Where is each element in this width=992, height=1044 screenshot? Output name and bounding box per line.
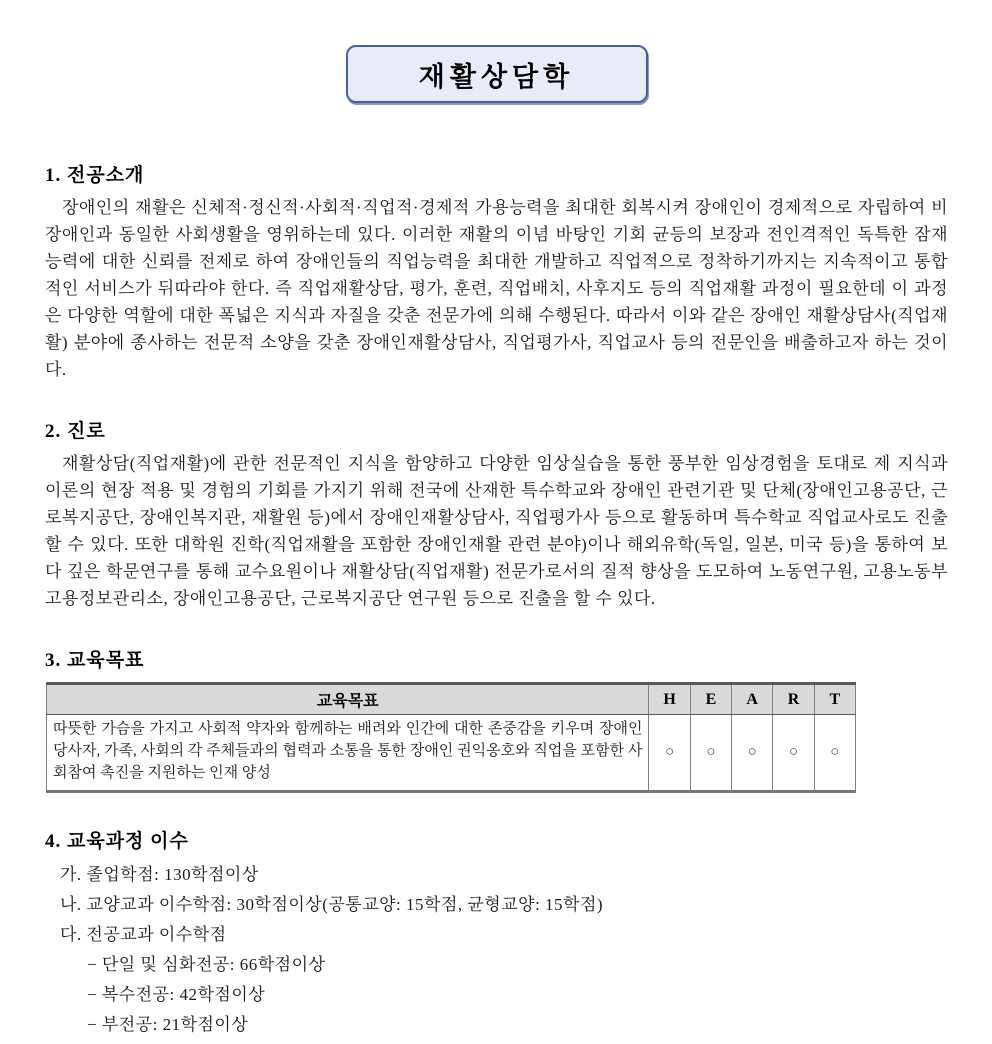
list-item-major-credits: 다. 전공교과 이수학점 bbox=[60, 925, 227, 944]
table-header-row bbox=[47, 684, 856, 715]
section-3-heading: 3. 교육목표 bbox=[45, 650, 145, 671]
section-4-heading: 4. 교육과정 이수 bbox=[45, 831, 189, 852]
section-1-heading: 1. 전공소개 bbox=[45, 165, 145, 186]
goal-text-cell: 따뜻한 가슴을 가지고 사회적 약자와 함께하는 배려와 인간에 대한 존중감을 키우며 장애인당사자, 가족, 사회의 각 주체들과의 협력과 소통을 통한 장애인 권익옹호와 직업을 포함한 사회참여 촉진을 지원하는 인재 양성 bbox=[47, 715, 649, 792]
education-goals-table bbox=[46, 682, 856, 793]
curriculum-list bbox=[45, 860, 948, 1040]
mark-cell-a: ○ bbox=[732, 715, 773, 792]
mark-cell-r: ○ bbox=[773, 715, 814, 792]
section-2-paragraph: 재활상담(직업재활)에 관한 전문적인 지식을 함양하고 다양한 임상실습을 통한 풍부한 임상경험을 토대로 제 지식과 이론의 현장 적용 및 경험의 기회를 가지기 위해 전국에 산재한 특수학교와 장애인 관련기관 및 단체(장애인고용공단, 근로복지공단, 장애인복지관, 재활원 등)에서 장애인재활상담사, 직업평가사 등으로 활동하며 특수학교 직업교사로도 진출할 수 있다. 또한 대학원 진학(직업재활을 포함한 장애인재활 관련 분야)이나 해외유학(독일, 일본, 미국 등)을 통하여 보다 깊은 학문연구를 통해 교수요원이나 재활상담(직업재활) 전문가로서의 질적 향상을 도모하여 노동연구원, 고용노동부 고용정보관리소, 장애인고용공단, 근로복지공단 연구원 등으로 진출을 할 수 있다. bbox=[45, 454, 948, 608]
table-head bbox=[47, 684, 856, 715]
table-header-t: T bbox=[814, 684, 855, 715]
table-header-h: H bbox=[649, 684, 690, 715]
table-row bbox=[47, 715, 856, 792]
list-subitem-double-major: − 복수전공: 42학점이상 bbox=[87, 985, 266, 1004]
table-header-e: E bbox=[690, 684, 731, 715]
section-2-heading: 2. 진로 bbox=[45, 421, 106, 442]
list-item-graduation-credits: 가. 졸업학점: 130학점이상 bbox=[60, 865, 259, 884]
mark-cell-t: ○ bbox=[814, 715, 855, 792]
document-title: 재활상담학 bbox=[418, 61, 575, 92]
mark-cell-h: ○ bbox=[649, 715, 690, 792]
list-subitem-minor: − 부전공: 21학점이상 bbox=[87, 1015, 249, 1034]
list-subitem-single-major: − 단일 및 심화전공: 66학점이상 bbox=[87, 955, 326, 974]
mark-cell-e: ○ bbox=[690, 715, 731, 792]
table-header-r: R bbox=[773, 684, 814, 715]
table-header-goal: 교육목표 bbox=[47, 684, 649, 715]
table-header-a: A bbox=[732, 684, 773, 715]
list-item-liberal-arts-credits: 나. 교양교과 이수학점: 30학점이상(공통교양: 15학점, 균형교양: 15학점) bbox=[60, 895, 604, 914]
document-page bbox=[0, 45, 992, 1040]
title-box bbox=[346, 45, 648, 103]
table-body bbox=[47, 715, 856, 792]
section-1-paragraph: 장애인의 재활은 신체적·정신적·사회적·직업적·경제적 가용능력을 최대한 회복시켜 장애인이 경제적으로 자립하여 비장애인과 동일한 사회생활을 영위하는데 있다. 이러한 재활의 이념 바탕인 기회 균등의 보장과 전인격적인 독특한 잠재 능력에 대한 신뢰를 전제로 하여 장애인들의 직업능력을 최대한 개발하고 직업적으로 정착하기까지는 지속적이고 통합적인 서비스가 뒤따라야 한다. 즉 직업재활상담, 평가, 훈련, 직업배치, 사후지도 등의 직업재활 과정이 필요한데 이 과정은 다양한 역할에 대한 폭넓은 지식과 자질을 갖춘 전문가에 의해 수행된다. 따라서 이와 같은 장애인 재활상담사(직업재활) 분야에 종사하는 전문적 소양을 갖춘 장애인재활상담사, 직업평가사, 직업교사 등의 전문인을 배출하고자 하는 것이다. bbox=[45, 198, 948, 379]
